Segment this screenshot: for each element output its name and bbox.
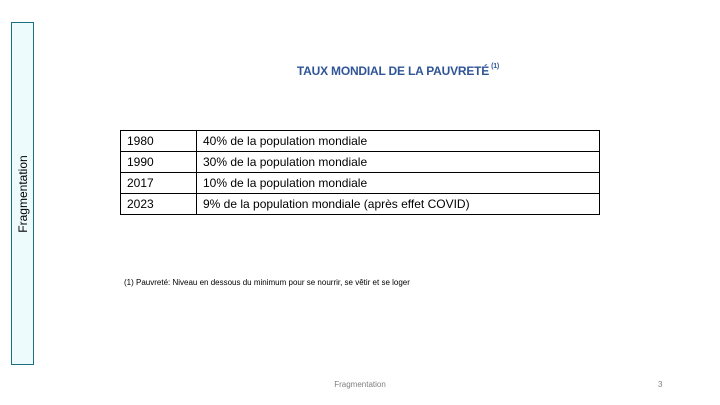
- slide-title: [200, 64, 596, 78]
- footnote: (1) Pauvreté: Niveau en dessous du minimum pour se nourrir, se vêtir et se loger: [124, 278, 410, 287]
- row-year: 2017: [121, 173, 197, 194]
- row-year: 2023: [121, 194, 197, 215]
- footer-title: Fragmentation: [334, 380, 386, 389]
- row-value: 30% de la population mondiale: [197, 152, 600, 173]
- row-year: 1980: [121, 131, 197, 152]
- row-year: 1990: [121, 152, 197, 173]
- table-row: [121, 194, 600, 215]
- table-row: [121, 152, 600, 173]
- row-value: 9% de la population mondiale (après effet COVID): [197, 194, 600, 215]
- poverty-table: [120, 130, 600, 215]
- side-band-label: Fragmentation: [15, 154, 30, 233]
- page-number: 3: [658, 380, 663, 389]
- side-band: [11, 22, 34, 365]
- table-row: [121, 173, 600, 194]
- table-row: [121, 131, 600, 152]
- row-value: 40% de la population mondiale: [197, 131, 600, 152]
- slide-title-text: TAUX MONDIAL DE LA PAUVRETÉ: [296, 64, 490, 78]
- row-value: 10% de la population mondiale: [197, 173, 600, 194]
- title-note-ref: (1): [491, 63, 500, 70]
